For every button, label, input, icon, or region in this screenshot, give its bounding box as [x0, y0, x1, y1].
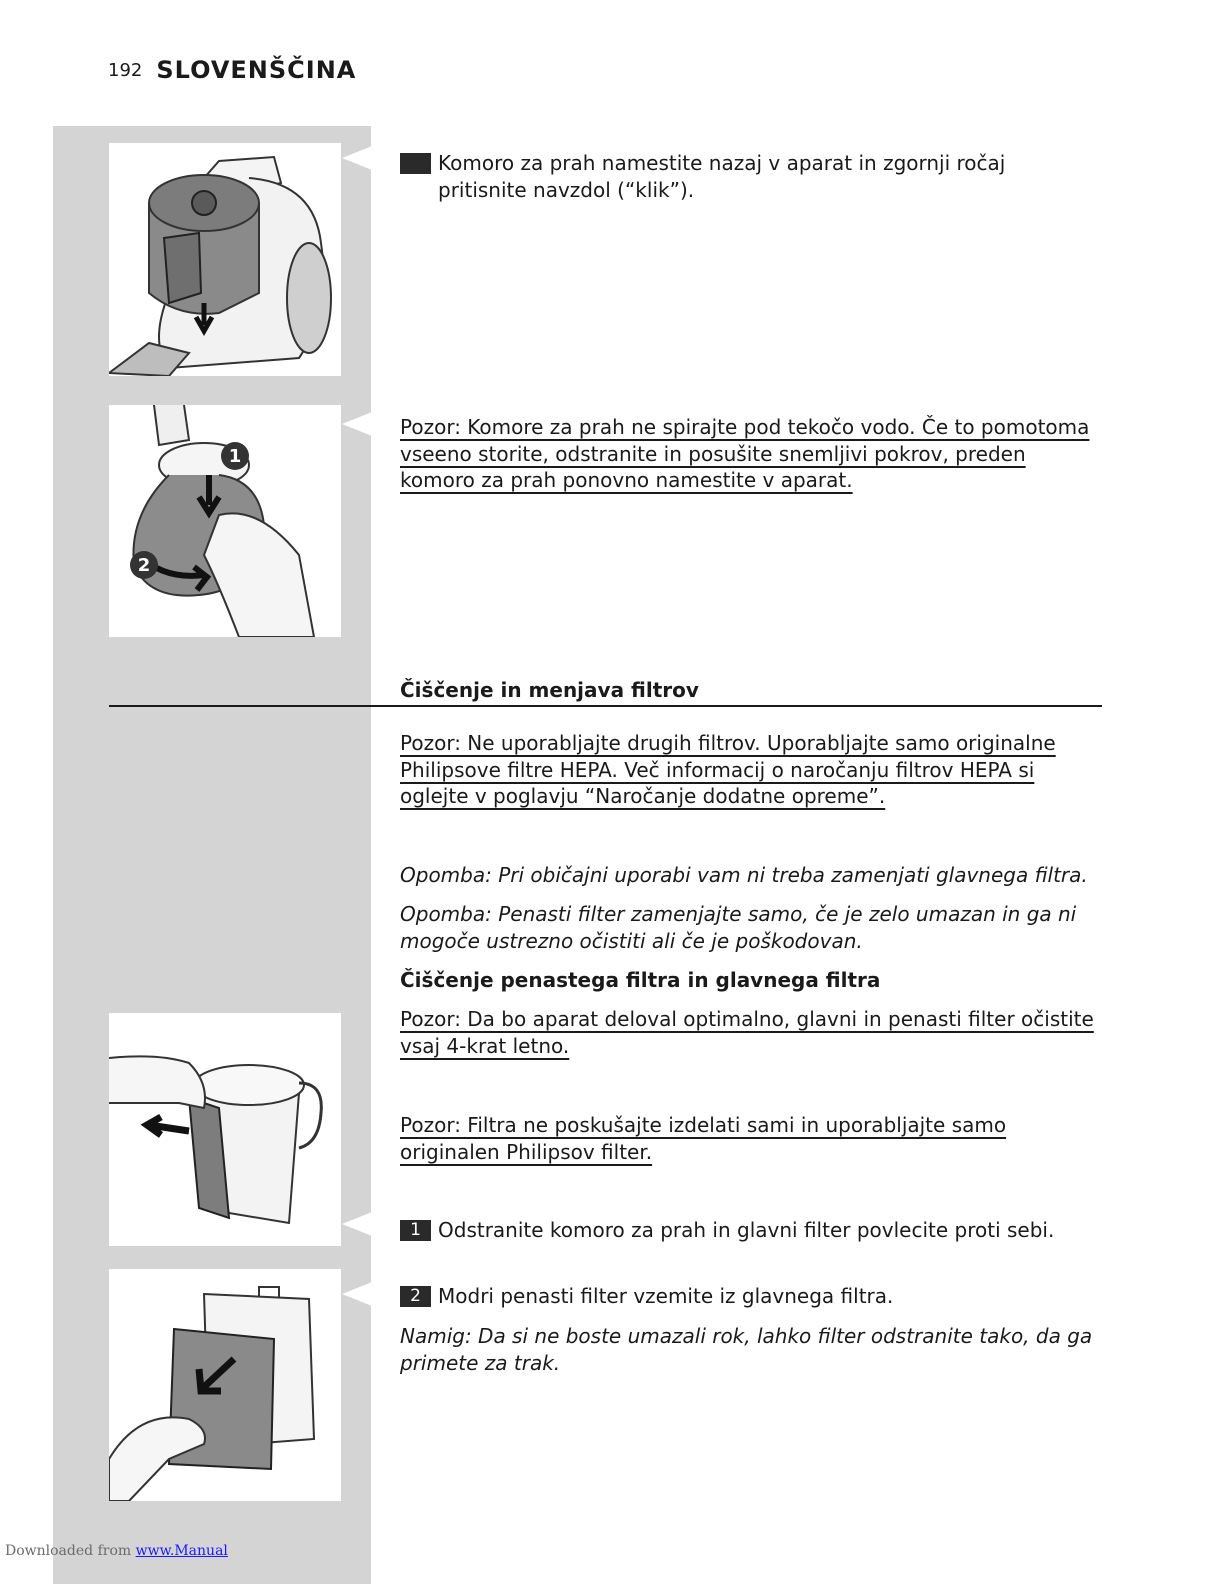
- step-text: Modri penasti filter vzemite iz glavnega filtra.: [438, 1284, 894, 1308]
- note-main-filter: Opomba: Pri običajni uporabi vam ni treba zamenjati glavnega filtra.: [400, 863, 1088, 887]
- warning-original-filters: [400, 730, 1100, 810]
- warning-text: Pozor: Filtra ne poskušajte izdelati sami in uporabljajte samo originalen Philipsov filter.: [400, 1113, 1007, 1164]
- page-header: [108, 56, 356, 84]
- pointer-arrow: [342, 1212, 372, 1236]
- warning-text: Pozor: Komore za prah ne spirajte pod tekočo vodo. Če to pomotoma vseeno storite, odstranite in posušite snemljivi pokrov, preden komoro za prah ponovno namestite v aparat.: [400, 415, 1090, 492]
- section-heading-foam-main: Čiščenje penastega filtra in glavnega filtra: [400, 968, 881, 992]
- warning-rinse: [400, 414, 1090, 494]
- main-filter-removal-illustration: [109, 1013, 341, 1246]
- pointer-arrow: [342, 412, 372, 436]
- figure-main-filter-removal: [109, 1013, 341, 1246]
- footer: [5, 1543, 280, 1559]
- note-foam-filter: Opomba: Penasti filter zamenjajte samo, če je zelo umazan in ga ni mogoče ustrezno očistiti ali če je poškodovan.: [400, 902, 1077, 953]
- step-number-badge: 2: [400, 1286, 431, 1307]
- page-number: 192: [108, 60, 143, 81]
- step-number-badge: [400, 153, 431, 174]
- figure-callout-2: 2: [137, 555, 151, 576]
- tip-hold-by-tab: Namig: Da si ne boste umazali rok, lahko filter odstranite tako, da ga primete za trak.: [400, 1324, 1093, 1375]
- figure-callout-1: 1: [228, 446, 242, 467]
- pointer-arrow: [342, 146, 372, 170]
- warning-do-not-make-filter: [400, 1112, 1100, 1165]
- step-reinsert-container: [400, 150, 1100, 203]
- page-language-title: SLOVENŠČINA: [156, 56, 357, 84]
- warning-text: Pozor: Da bo aparat deloval optimalno, glavni in penasti filter očistite vsaj 4-krat letno.: [400, 1007, 1094, 1058]
- step-2-container: [400, 1283, 1100, 1310]
- step-text: Komoro za prah namestite nazaj v aparat in zgornji ročaj pritisnite navzdol (“klik”).: [438, 151, 1006, 202]
- step-1-container: [400, 1217, 1100, 1244]
- lid-removal-illustration: [109, 405, 341, 637]
- pointer-arrow: [342, 1282, 372, 1306]
- figure-lid-removal: [109, 405, 341, 637]
- step-text: Odstranite komoro za prah in glavni filter povlecite proti sebi.: [438, 1218, 1055, 1242]
- footer-prefix: Downloaded from: [5, 1543, 132, 1559]
- warning-clean-frequency: [400, 1006, 1110, 1059]
- figure-dust-container-insert: [109, 143, 341, 376]
- vacuum-dust-container-illustration: [109, 143, 341, 376]
- step-number-badge: 1: [400, 1220, 431, 1241]
- section-heading-filters: Čiščenje in menjava filtrov: [400, 678, 699, 702]
- warning-text: Pozor: Ne uporabljajte drugih filtrov. Uporabljajte samo originalne Philipsove filtre HEPA. Več informacij o naročanju filtrov HEPA si oglejte v poglavju “Naročanje dodatne opreme”.: [400, 731, 1056, 808]
- footer-link[interactable]: www.Manual: [135, 1543, 228, 1559]
- section-divider: [109, 705, 1102, 707]
- figure-foam-filter-removal: [109, 1269, 341, 1501]
- foam-filter-removal-illustration: [109, 1269, 341, 1501]
